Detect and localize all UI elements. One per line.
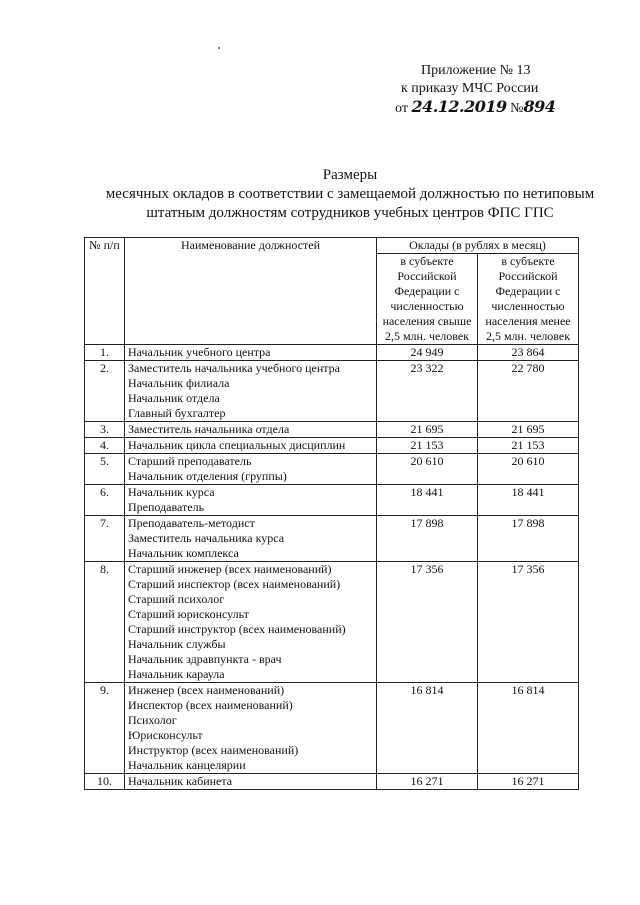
salary-table bbox=[84, 237, 579, 790]
salary-above-2-5m: 17 356 bbox=[377, 562, 478, 683]
salary-above-2-5m: 24 949 bbox=[377, 345, 478, 361]
document-title bbox=[80, 166, 620, 223]
salary-above-2-5m: 20 610 bbox=[377, 454, 478, 485]
position-name: Юрисконсульт bbox=[128, 728, 203, 742]
position-name: Начальник караула bbox=[128, 667, 225, 681]
salary-above-2-5m: 21 153 bbox=[377, 438, 478, 454]
row-number: 10. bbox=[85, 774, 125, 790]
salary-above-2-5m: 23 322 bbox=[377, 361, 478, 422]
position-name: Начальник цикла специальных дисциплин bbox=[128, 438, 346, 452]
position-name: Преподаватель-методист bbox=[128, 516, 255, 530]
header-above-2-5m: в субъекте Российской Федерации с численностью населения свыше 2,5 млн. человек bbox=[377, 254, 478, 345]
row-number: 5. bbox=[85, 454, 125, 485]
appendix-line-1: Приложение № 13 bbox=[421, 63, 531, 78]
position-name: Старший инструктор (всех наименований) bbox=[128, 622, 346, 636]
title-line-2: месячных окладов в соответствии с замещаемой должностью по нетиповым bbox=[105, 186, 595, 202]
table-row bbox=[85, 438, 579, 454]
table-row bbox=[85, 562, 579, 683]
scan-speck bbox=[218, 47, 220, 49]
salary-below-2-5m: 17 356 bbox=[478, 562, 579, 683]
position-name: Преподаватель bbox=[128, 500, 205, 514]
handwritten-date: 24.12.2019 bbox=[411, 97, 507, 116]
position-name: Инспектор (всех наименований) bbox=[128, 698, 293, 712]
table-row bbox=[85, 683, 579, 774]
row-positions bbox=[125, 345, 377, 361]
position-name: Начальник канцелярии bbox=[128, 758, 246, 772]
salary-below-2-5m: 16 271 bbox=[478, 774, 579, 790]
salary-below-2-5m: 20 610 bbox=[478, 454, 579, 485]
table-row bbox=[85, 774, 579, 790]
salary-above-2-5m: 16 814 bbox=[377, 683, 478, 774]
title-line-3: штатным должностям сотрудников учебных центров ФПС ГПС bbox=[146, 205, 554, 221]
table-row bbox=[85, 361, 579, 422]
appendix-date-prefix: от bbox=[395, 101, 408, 116]
position-name: Заместитель начальника курса bbox=[128, 531, 285, 545]
row-positions bbox=[125, 562, 377, 683]
row-number: 4. bbox=[85, 438, 125, 454]
salary-above-2-5m: 17 898 bbox=[377, 516, 478, 562]
position-name: Начальник кабинета bbox=[128, 774, 233, 788]
position-name: Старший психолог bbox=[128, 592, 225, 606]
position-name: Начальник здравпункта - врач bbox=[128, 652, 282, 666]
appendix-line-2: к приказу МЧС России bbox=[401, 81, 539, 96]
position-name: Заместитель начальника отдела bbox=[128, 422, 290, 436]
header-below-2-5m: в субъекте Российской Федерации с численностью населения менее 2,5 млн. человек bbox=[478, 254, 579, 345]
position-name: Начальник отдела bbox=[128, 391, 220, 405]
position-name: Инструктор (всех наименований) bbox=[128, 743, 299, 757]
position-name: Начальник курса bbox=[128, 485, 215, 499]
position-name: Начальник отделения (группы) bbox=[128, 469, 287, 483]
row-positions bbox=[125, 422, 377, 438]
header-position: Наименование должностей bbox=[125, 238, 377, 345]
position-name: Заместитель начальника учебного центра bbox=[128, 361, 340, 375]
salary-below-2-5m: 18 441 bbox=[478, 485, 579, 516]
position-name: Главный бухгалтер bbox=[128, 406, 226, 420]
salary-below-2-5m: 17 898 bbox=[478, 516, 579, 562]
salary-above-2-5m: 16 271 bbox=[377, 774, 478, 790]
row-number: 3. bbox=[85, 422, 125, 438]
appendix-number-prefix: № bbox=[510, 101, 524, 116]
position-name: Старший инженер (всех наименований) bbox=[128, 562, 332, 576]
row-positions bbox=[125, 454, 377, 485]
position-name: Начальник службы bbox=[128, 637, 226, 651]
table-row bbox=[85, 422, 579, 438]
position-name: Старший преподаватель bbox=[128, 454, 252, 468]
handwritten-number: 894 bbox=[523, 97, 556, 116]
table-row bbox=[85, 485, 579, 516]
title-line-1: Размеры bbox=[322, 167, 378, 183]
appendix-line-3 bbox=[395, 98, 585, 118]
position-name: Старший юрисконсульт bbox=[128, 607, 249, 621]
header-number: № п/п bbox=[85, 238, 125, 345]
salary-below-2-5m: 22 780 bbox=[478, 361, 579, 422]
position-name: Начальник филиала bbox=[128, 376, 230, 390]
position-name: Начальник комплекса bbox=[128, 546, 239, 560]
row-positions bbox=[125, 683, 377, 774]
salary-above-2-5m: 21 695 bbox=[377, 422, 478, 438]
salary-below-2-5m: 21 153 bbox=[478, 438, 579, 454]
row-number: 1. bbox=[85, 345, 125, 361]
salary-above-2-5m: 18 441 bbox=[377, 485, 478, 516]
table-row bbox=[85, 345, 579, 361]
row-number: 8. bbox=[85, 562, 125, 683]
row-positions bbox=[125, 485, 377, 516]
position-name: Начальник учебного центра bbox=[128, 345, 271, 359]
appendix-header bbox=[395, 62, 585, 118]
row-number: 9. bbox=[85, 683, 125, 774]
salary-below-2-5m: 21 695 bbox=[478, 422, 579, 438]
row-positions bbox=[125, 516, 377, 562]
row-number: 2. bbox=[85, 361, 125, 422]
salary-below-2-5m: 23 864 bbox=[478, 345, 579, 361]
row-positions bbox=[125, 438, 377, 454]
row-positions bbox=[125, 774, 377, 790]
table-row bbox=[85, 454, 579, 485]
table-row bbox=[85, 516, 579, 562]
table-body bbox=[85, 345, 579, 790]
salary-below-2-5m: 16 814 bbox=[478, 683, 579, 774]
position-name: Инженер (всех наименований) bbox=[128, 683, 285, 697]
row-number: 6. bbox=[85, 485, 125, 516]
position-name: Психолог bbox=[128, 713, 177, 727]
row-number: 7. bbox=[85, 516, 125, 562]
position-name: Старший инспектор (всех наименований) bbox=[128, 577, 341, 591]
header-salary-group: Оклады (в рублях в месяц) bbox=[377, 238, 579, 254]
row-positions bbox=[125, 361, 377, 422]
